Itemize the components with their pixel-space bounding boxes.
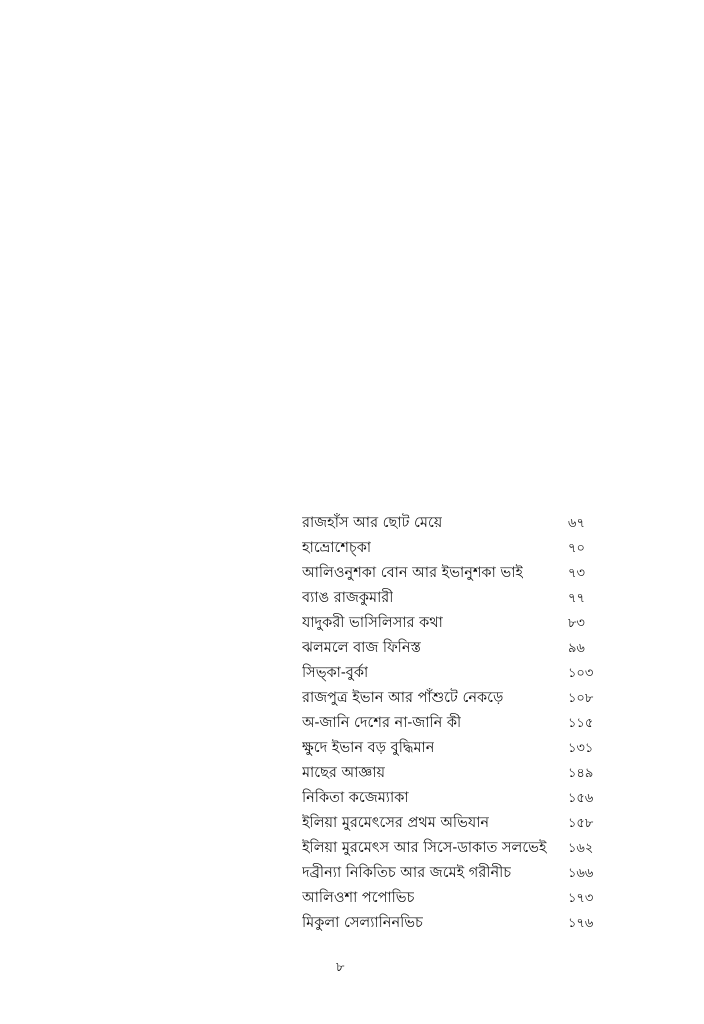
toc-entry-page: ১১৫ bbox=[568, 716, 594, 731]
toc-entry bbox=[302, 761, 602, 786]
toc-entry-title: মিকুলা সেল্যানিনভিচ bbox=[302, 915, 423, 931]
toc-entry bbox=[302, 736, 602, 761]
toc-entry-title: মাছের আজ্ঞায় bbox=[302, 765, 385, 781]
toc-entry bbox=[302, 636, 602, 661]
toc-entry-page: ১৭৩ bbox=[568, 891, 594, 906]
toc-entry-page: ৭০ bbox=[568, 541, 585, 556]
toc-entry bbox=[302, 536, 602, 561]
toc-entry bbox=[302, 686, 602, 711]
toc-entry-title: যাদুকরী ভাসিলিসার কথা bbox=[302, 615, 443, 631]
toc-entry-page: ১৩১ bbox=[568, 741, 594, 756]
toc-entry bbox=[302, 611, 602, 636]
toc-entry bbox=[302, 661, 602, 686]
toc-entry bbox=[302, 836, 602, 861]
toc-entry bbox=[302, 586, 602, 611]
toc-entry-title: ব্যাঙ রাজকুমারী bbox=[302, 590, 394, 606]
toc-entry-title: ইলিয়া মুরমেৎসের প্রথম অভিযান bbox=[302, 815, 490, 831]
toc-entry-page: ১৫৮ bbox=[568, 816, 594, 831]
toc-entry-title: অ-জানি দেশের না-জানি কী bbox=[302, 715, 462, 731]
toc-entry-title: ঝলমলে বাজ ফিনিস্ত bbox=[302, 640, 421, 656]
toc-entry bbox=[302, 861, 602, 886]
toc-entry bbox=[302, 711, 602, 736]
toc-entry-page: ১৫৬ bbox=[568, 791, 594, 806]
toc-entry-title: রাজহাঁস আর ছোট মেয়ে bbox=[302, 515, 443, 531]
toc-entry-page: ১৬২ bbox=[568, 841, 594, 856]
toc-entry-page: ১০৩ bbox=[568, 666, 594, 681]
toc-entry-title: হাভ্রোশেচ্কা bbox=[302, 540, 372, 556]
toc-entry bbox=[302, 886, 602, 911]
page-number: ৮ bbox=[336, 960, 345, 975]
toc-entry-page: ১৬৬ bbox=[568, 866, 594, 881]
toc-entry-page: ৯৬ bbox=[568, 641, 585, 656]
toc-entry-title: দব্রীন্যা নিকিতিচ আর জমেই গরীনীচ bbox=[302, 865, 512, 881]
toc-entry bbox=[302, 786, 602, 811]
toc-entry-page: ৭৩ bbox=[568, 566, 585, 581]
toc-entry-title: ইলিয়া মুরমেৎস আর সিসে-ডাকাত সলভেই bbox=[302, 840, 547, 856]
toc-entry-page: ৬৭ bbox=[568, 516, 585, 531]
toc-entry-page: ১০৮ bbox=[568, 691, 594, 706]
toc-entry-page: ১৪৯ bbox=[568, 766, 594, 781]
toc-entry-page: ১৭৬ bbox=[568, 916, 594, 931]
toc-entry-title: নিকিতা কজেম্যাকা bbox=[302, 790, 409, 806]
toc-entry bbox=[302, 911, 602, 936]
toc-entry-page: ৮৩ bbox=[568, 616, 585, 631]
toc-entry-page: ৭৭ bbox=[568, 591, 585, 606]
toc-entry bbox=[302, 561, 602, 586]
toc-entry-title: আলিওনুশকা বোন আর ইভানুশকা ভাই bbox=[302, 565, 523, 581]
toc-entry bbox=[302, 811, 602, 836]
toc-entry bbox=[302, 511, 602, 536]
toc-entry-title: সিভ্কা-বুর্কা bbox=[302, 665, 369, 681]
table-of-contents bbox=[302, 511, 602, 936]
toc-entry-title: ক্ষুদে ইভান বড় বুদ্ধিমান bbox=[302, 740, 435, 756]
toc-entry-title: আলিওশা পপোভিচ bbox=[302, 890, 415, 906]
toc-entry-title: রাজপুত্র ইভান আর পাঁশুটে নেকড়ে bbox=[302, 690, 504, 706]
